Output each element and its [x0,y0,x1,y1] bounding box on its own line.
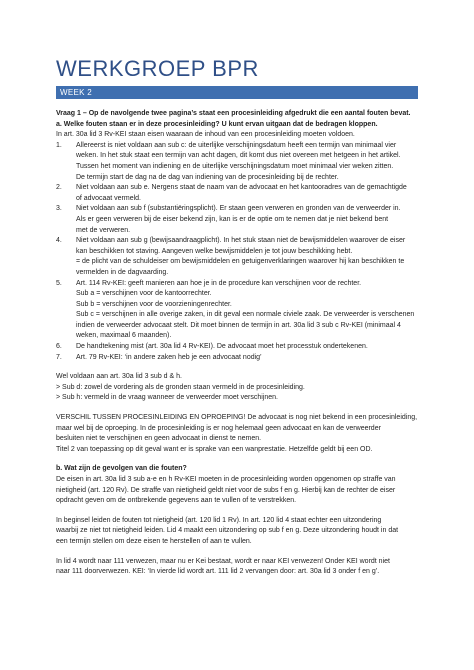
list-item [56,279,418,343]
text-line: waarbij ze niet tot nietigheid leiden. Lid 4 maakt een uitzondering op sub f en g. Deze uitzondering houdt in dat [56,527,399,535]
list-item-line: kan beschikken tot staving. Aangeven welke bewijsmiddelen je tot jouw beschikking hebt. [76,247,353,255]
text-line: nietigheid (art. 120 Rv). De straffe van nietigheid geldt niet voor de subs f en g. Hierbij kan de rechter de eiser [56,486,396,494]
text-line: De eisen in art. 30a lid 3 sub a-e en h Rv-KEI moeten in de procesinleiding worden opgenomen op straffe van [56,476,396,483]
list-item-line: vermelden in de dagvaarding. [76,268,169,276]
list-item-line: Tussen het moment van indiening en de uiterlijke verschijningsdatum moet minimaal vier weken zitten. [76,162,394,170]
list-item-line: weken, maximaal 6 maanden). [76,332,172,340]
list-item-number: 2. [56,184,62,192]
text-line: Wel voldaan aan art. 30a lid 3 sub d & h. [56,373,182,381]
list-item-line: De termijn start de dag na de dag van indiening van de procesinleiding bij de rechter. [76,173,339,181]
intro-line: In art. 30a lid 3 Rv-KEI staan eisen waaraan de inhoud van een procesinleiding moeten voldoen. [56,131,355,139]
list-item-number: 4. [56,237,62,245]
paragraph-b2 [56,516,418,548]
list-item-line: of advocaat vermeld. [76,194,141,202]
list-item-line: met de verweren. [76,226,131,234]
list-item-number: 7. [56,353,62,361]
list-item-line: Sub b = verschijnen voor de voorzieningenrechter. [76,300,232,308]
text-line: maar wel bij de oproeping. In de procesinleiding is er nog helemaal geen advocaat en kan de verweerder [56,424,381,432]
text-line: Titel 2 van toepassing op dit geval want er is sprake van een wanprestatie. Hetzelfde geldt bij een OD. [56,445,373,453]
week-bar: WEEK 2 [56,86,418,99]
text-line: besluiten niet te verschijnen en geen advocaat in dienst te nemen. [56,435,262,443]
list-item-number: 1. [56,141,62,149]
text-line: VERSCHIL TUSSEN PROCESINLEIDING EN OPROEPING! De advocaat is nog niet bekend in een procesinleiding, [56,414,418,422]
text-line: naar 111 doorverwezen. KEI: ‘In vierde lid wordt art. 111 lid 2 vervangen door: art. 30a lid 3 onder f en g’. [56,568,380,576]
list-item-line: = de plicht van de schuldeiser om bewijsmiddelen en getuigenverklaringen waarover hij kan beschikken te [76,258,405,266]
list-item-line: Allereerst is niet voldaan aan sub c: de uiterlijke verschijningsdatum heeft een termijn van minimaal vier [76,141,397,149]
question-a: a. Welke fouten staan er in deze procesinleiding? U kunt ervan uitgaan dat de bedragen kloppen. [56,120,378,128]
list-item-line: Niet voldaan aan sub e. Nergens staat de naam van de advocaat en het kantooradres van de gemachtigde [76,184,407,192]
list-item-line: Art. 79 Rv-KEI: ‘in andere zaken heb je een advocaat nodig’ [76,353,262,361]
document-body [56,109,418,578]
numbered-list [56,141,418,363]
list-item [56,183,418,204]
list-item [56,342,418,353]
text-line: een termijn stellen om deze eisen te herstellen of aan te vullen. [56,537,252,545]
list-item-line: Als er geen verweren bij de eiser bekend zijn, kan is er de optie om te nemen dat je niet bekend bent [76,215,389,223]
question-b: b. Wat zijn de gevolgen van die fouten? [56,465,187,473]
list-item-number: 3. [56,205,62,213]
list-item-line: De handtekening mist (art. 30a lid 4 Rv-KEI). De advocaat moet het processtuk ondertekenen. [76,343,368,351]
list-item-number: 5. [56,279,62,287]
list-item-line: Sub a = verschijnen voor de kantoorrechter. [76,290,212,298]
list-item-line: Art. 114 Rv-KEI: geeft manieren aan hoe je in de procedure kan verschijnen voor de rechter. [76,279,362,287]
text-line: opdracht geven om de ontbrekende gegevens aan te vullen of te verstrekken. [56,497,297,505]
question-1: Vraag 1 – Op de navolgende twee pagina’s staat een procesinleiding afgedrukt die een aantal fouten bevat. [56,110,411,117]
list-item-line: Niet voldaan aan sub f (substantiëringsplicht). Er staan geen verweren en gronden van de verweerder in. [76,205,401,213]
list-item-line: Niet voldaan aan sub g (bewijsaandraagplicht). In het stuk staan niet de bewijsmiddelen waarover de eiser [76,237,406,245]
list-item [56,141,418,183]
list-item-line: Sub c = verschijnen in alle overige zaken, in dit geval een normale civiele zaak. De verweerder is verschenen [76,311,415,319]
text-line: In beginsel leiden de fouten tot nietigheid (art. 120 lid 1 Rv). In art. 120 lid 4 staat echter een uitzondering [56,516,382,524]
verschil-paragraph [56,413,418,455]
list-item-number: 6. [56,343,62,351]
list-item [56,353,418,364]
list-item [56,204,418,236]
paragraph-b3 [56,557,418,578]
list-item-line: weken. In het stuk staat een termijn van acht dagen, dit komt dus niet overeen met hetgeen in het artikel. [76,152,401,160]
paragraph-b1 [56,475,418,507]
page-title: WERKGROEP BPR [56,56,259,81]
text-line: > Sub h: vermeld in de vraag wanneer de verweerder moet verschijnen. [56,394,278,402]
text-line: > Sub d: zowel de vordering als de gronden staan vermeld in de procesinleiding. [56,383,305,391]
after-list [56,372,418,404]
list-item [56,236,418,278]
text-line: In lid 4 wordt naar 111 verwezen, maar nu er Kei bestaat, wordt er naar KEI verwezen! Onder KEI wordt niet [56,557,390,565]
list-item-line: indien de verweerder advocaat stelt. Dit moet binnen de termijn in art. 30a lid 3 sub c Rv-KEI (minimaal 4 [76,321,401,329]
